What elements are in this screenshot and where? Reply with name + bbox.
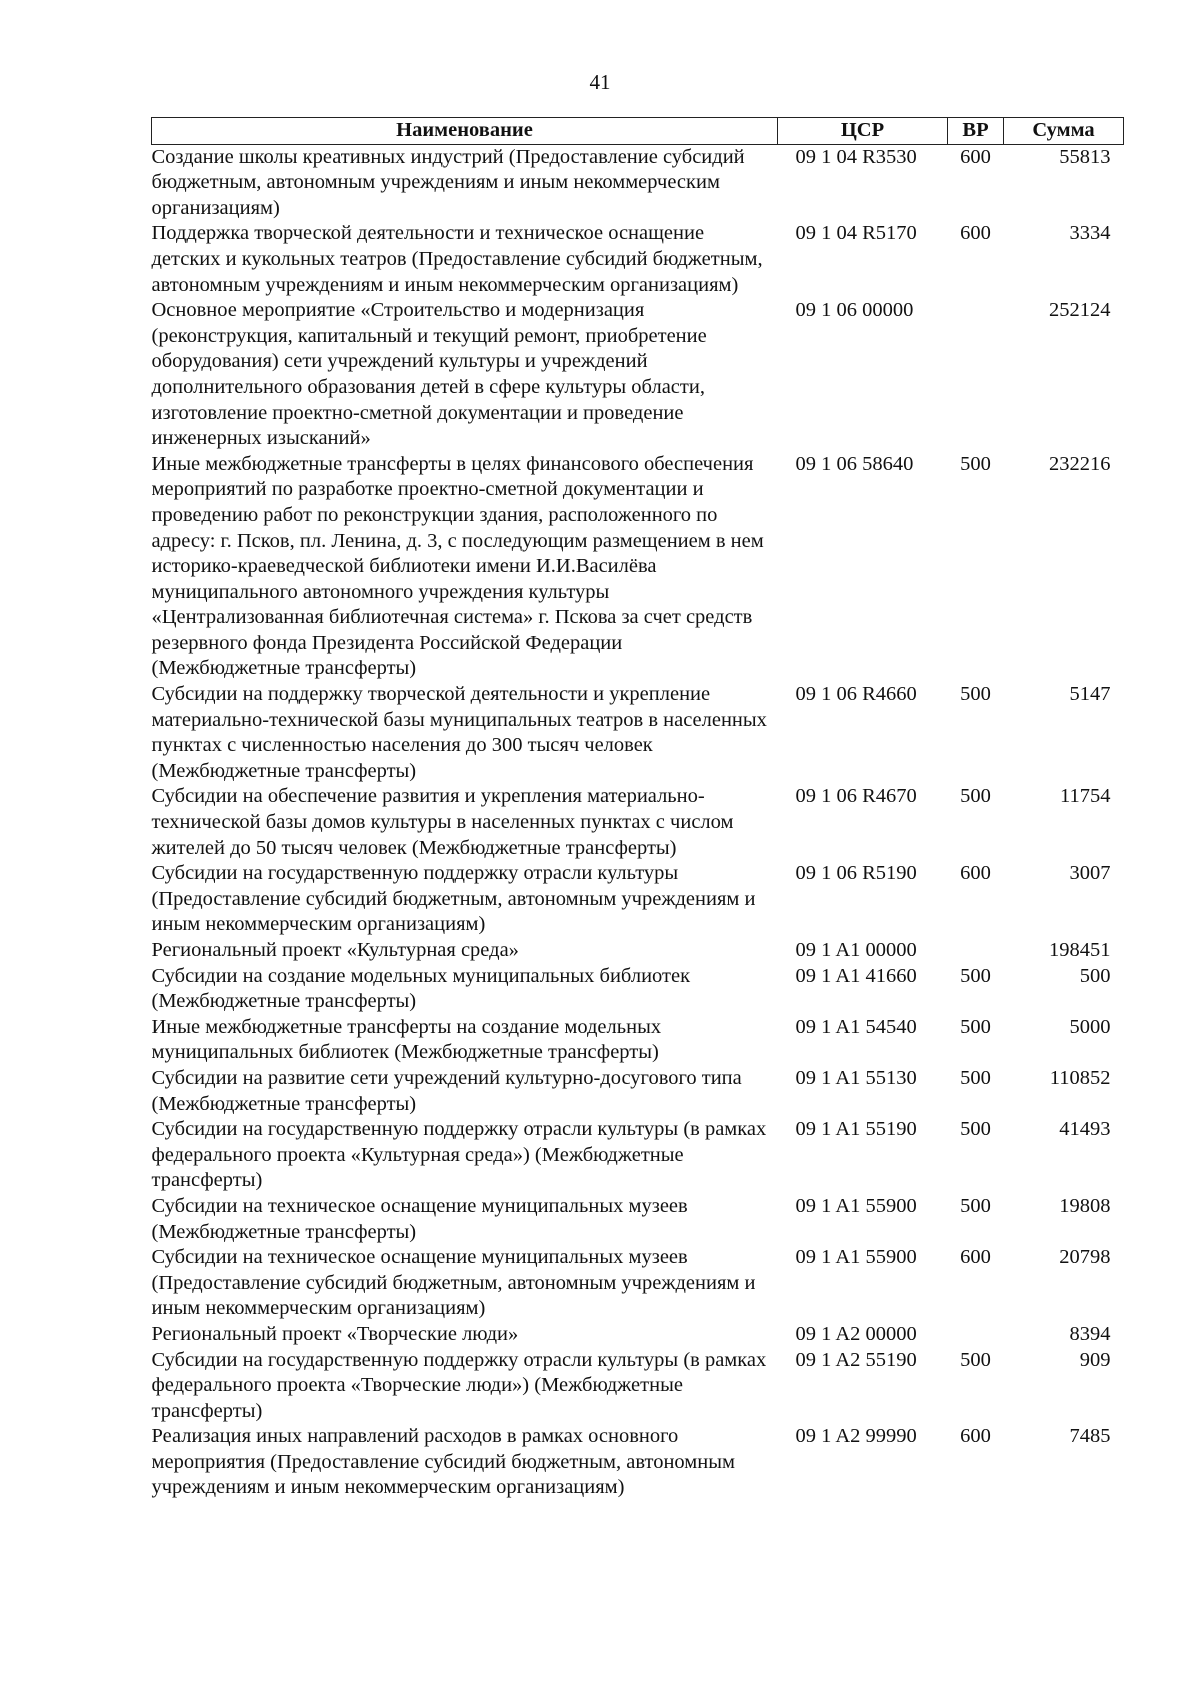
header-sum: Сумма — [1004, 118, 1124, 145]
cell-name: Субсидии на создание модельных муниципальных библиотек (Межбюджетные трансферты) — [151, 964, 691, 1013]
cell-name: Субсидии на развитие сети учреждений культурно-досугового типа (Межбюджетные трансферты) — [151, 1066, 742, 1115]
table-row — [152, 938, 1124, 964]
cell-vr: 600 — [960, 222, 991, 245]
cell-name: Субсидии на поддержку творческой деятельности и укрепление материально-технической базы муниципальных театров в населенных пунктах с численностью населения до 300 тысяч человек (Межбюджетные трансферты) — [151, 683, 767, 782]
table-header — [152, 118, 1124, 145]
cell-csr: 09 1 06 R4670 — [795, 785, 917, 808]
cell-name: Субсидии на техническое оснащение муниципальных музеев (Предоставление субсидий бюджетным, автономным учреждениям и иным некоммерческим организациям) — [151, 1246, 756, 1320]
cell-name: Региональный проект «Творческие люди» — [151, 1322, 519, 1345]
cell-vr: 500 — [960, 785, 991, 808]
cell-name: Субсидии на обеспечение развития и укрепления материально-технической базы домов культуры в населенных пунктах с числом жителей до 50 тысяч человек (Межбюджетные трансферты) — [151, 785, 734, 859]
cell-sum: 252124 — [1049, 299, 1111, 322]
cell-sum: 8394 — [1069, 1322, 1111, 1345]
cell-csr: 09 1 A1 00000 — [795, 939, 917, 961]
cell-vr: 500 — [960, 1118, 991, 1141]
table-row — [152, 298, 1124, 452]
cell-sum: 11754 — [1060, 785, 1111, 808]
cell-vr — [948, 298, 1004, 452]
cell-vr: 500 — [960, 452, 991, 475]
cell-vr: 500 — [960, 1015, 991, 1038]
cell-sum: 20798 — [1059, 1246, 1111, 1269]
cell-vr: 500 — [960, 1194, 991, 1217]
cell-name: Региональный проект «Культурная среда» — [151, 939, 519, 961]
table-row — [152, 861, 1124, 938]
cell-name: Поддержка творческой деятельности и техническое оснащение детских и кукольных театров (Предоставление субсидий бюджетным, автономным учреждениям и иным некоммерческим организациям) — [151, 222, 763, 296]
cell-sum: 232216 — [1049, 452, 1111, 475]
cell-csr: 09 1 A1 55900 — [795, 1246, 917, 1269]
cell-sum: 41493 — [1059, 1118, 1111, 1141]
table-row — [152, 452, 1124, 682]
cell-csr: 09 1 A2 55190 — [795, 1348, 917, 1371]
cell-vr: 600 — [960, 1425, 991, 1448]
cell-csr: 09 1 06 R4660 — [795, 683, 917, 706]
cell-sum: 5147 — [1069, 683, 1111, 706]
table-row — [152, 221, 1124, 298]
cell-vr: 600 — [960, 862, 991, 885]
budget-table — [151, 117, 1124, 1501]
cell-sum: 7485 — [1069, 1425, 1111, 1448]
cell-csr: 09 1 A1 55190 — [795, 1118, 917, 1141]
cell-sum: 198451 — [1049, 939, 1111, 961]
table-row — [152, 1194, 1124, 1245]
cell-csr: 09 1 A1 54540 — [795, 1015, 917, 1038]
cell-sum: 5000 — [1069, 1015, 1111, 1038]
page-number: 41 — [589, 70, 611, 94]
cell-csr: 09 1 06 R5190 — [795, 862, 917, 885]
cell-sum: 3007 — [1069, 862, 1111, 885]
cell-vr: 600 — [960, 1246, 991, 1269]
table-row — [152, 1117, 1124, 1194]
table-body — [152, 144, 1124, 1501]
cell-sum: 909 — [1079, 1348, 1111, 1371]
cell-vr — [948, 938, 1004, 964]
cell-name: Иные межбюджетные трансферты на создание модельных муниципальных библиотек (Межбюджетные трансферты) — [151, 1015, 662, 1064]
cell-sum: 55813 — [1059, 145, 1111, 168]
table-row — [152, 1348, 1124, 1425]
table-row — [152, 1245, 1124, 1322]
table-row — [152, 144, 1124, 221]
cell-vr: 500 — [960, 964, 991, 987]
cell-name: Создание школы креативных индустрий (Предоставление субсидий бюджетным, автономным учреждениям и иным некоммерческим организациям) — [151, 145, 745, 219]
table-row — [152, 1015, 1124, 1066]
table-row — [152, 1322, 1124, 1348]
cell-sum: 500 — [1079, 964, 1111, 987]
cell-csr: 09 1 A1 55900 — [795, 1194, 917, 1217]
cell-name: Реализация иных направлений расходов в рамках основного мероприятия (Предоставление субсидий бюджетным, автономным учреждениям и иным некоммерческим организациям) — [151, 1425, 735, 1499]
cell-csr: 09 1 A2 00000 — [795, 1322, 917, 1345]
cell-csr: 09 1 06 58640 — [795, 452, 914, 475]
table-row — [152, 1066, 1124, 1117]
header-name: Наименование — [152, 118, 778, 145]
cell-sum: 110852 — [1049, 1066, 1111, 1089]
cell-csr: 09 1 04 R5170 — [795, 222, 917, 245]
cell-csr: 09 1 04 R3530 — [795, 145, 917, 168]
cell-name: Субсидии на государственную поддержку отрасли культуры (в рамках федерального проекта «Культурная среда») (Межбюджетные трансферты) — [151, 1118, 767, 1192]
cell-vr — [948, 1322, 1004, 1348]
cell-csr: 09 1 06 00000 — [795, 299, 914, 322]
cell-sum: 3334 — [1069, 222, 1111, 245]
cell-csr: 09 1 A2 99990 — [795, 1425, 917, 1448]
cell-csr: 09 1 A1 41660 — [795, 964, 917, 987]
table-row — [152, 964, 1124, 1015]
header-csr: ЦСР — [778, 118, 948, 145]
cell-name: Субсидии на государственную поддержку отрасли культуры (в рамках федерального проекта «Творческие люди») (Межбюджетные трансферты) — [151, 1348, 767, 1422]
cell-sum: 19808 — [1059, 1194, 1111, 1217]
cell-name: Субсидии на государственную поддержку отрасли культуры (Предоставление субсидий бюджетным, автономным учреждениям и иным некоммерческим организациям) — [151, 862, 756, 936]
table-row — [152, 1424, 1124, 1501]
cell-name: Основное мероприятие «Строительство и модернизация (реконструкция, капитальный и текущий ремонт, приобретение оборудования) сети учреждений культуры и учреждений дополнительного образования детей в сфере культуры области, изготовление проектно-сметной документации и проведение инженерных изысканий» — [151, 299, 707, 450]
cell-csr: 09 1 A1 55130 — [795, 1066, 917, 1089]
header-vr: ВР — [948, 118, 1004, 145]
table-row — [152, 682, 1124, 784]
cell-vr: 500 — [960, 1066, 991, 1089]
table-row — [152, 784, 1124, 861]
cell-name: Иные межбюджетные трансферты в целях финансового обеспечения мероприятий по разработке проектно-сметной документации и проведению работ по реконструкции здания, расположенного по адресу: г. Псков, пл. Ленина, д. 3, с последующим размещением в нем историко-краеведческой библиотеки имени И.И.Василёва муниципального автономного учреждения культуры «Централизованная библиотечная система» г. Пскова за счет средств резервного фонда Президента Российской Федерации (Межбюджетные трансферты) — [151, 452, 764, 680]
cell-vr: 500 — [960, 683, 991, 706]
cell-name: Субсидии на техническое оснащение муниципальных музеев (Межбюджетные трансферты) — [151, 1194, 688, 1243]
cell-vr: 600 — [960, 145, 991, 168]
cell-vr: 500 — [960, 1348, 991, 1371]
